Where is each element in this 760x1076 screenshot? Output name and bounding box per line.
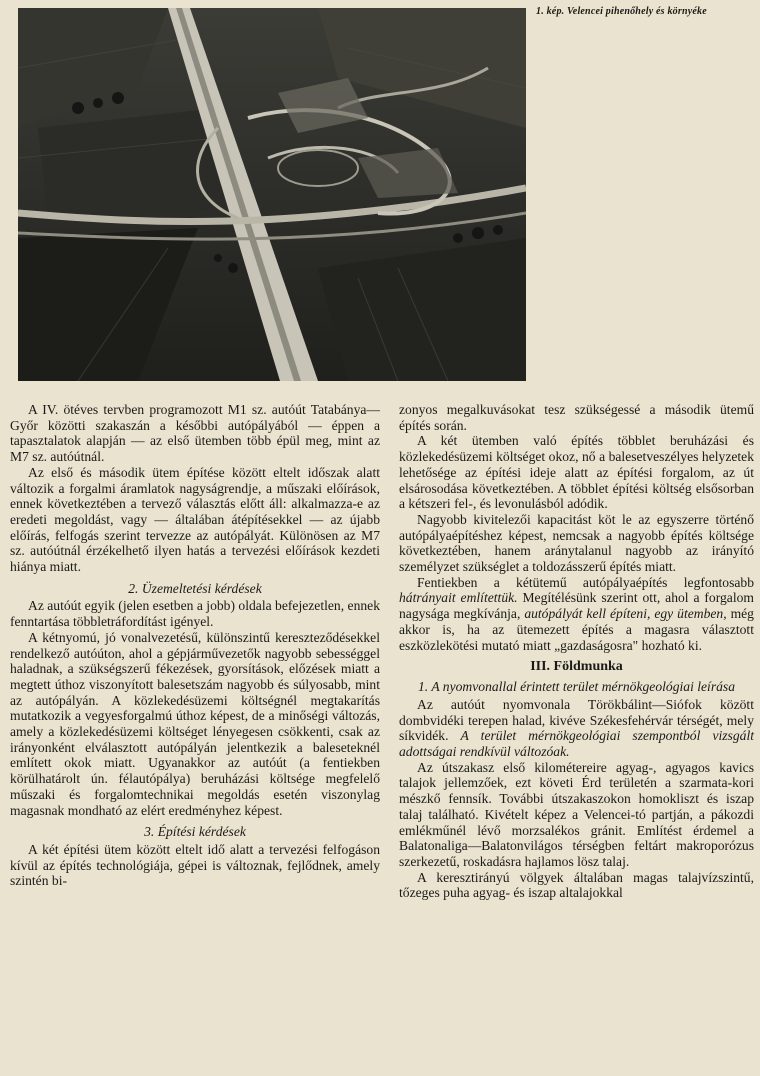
- paragraph: [399, 697, 754, 760]
- left-column: [10, 402, 380, 889]
- section-heading-epitesi: 3. Építési kérdések: [144, 824, 246, 840]
- paragraph: zonyos megalkuvásokat tesz szükségessé a második ütemű építés során.: [399, 402, 754, 433]
- paragraph: Az autóút egyik (jelen esetben a jobb) oldala befejezetlen, ennek fenntartása többletráfordítást igényel.: [10, 598, 380, 630]
- paragraph: A két ütemben való építés többlet beruházási és közlekedésüzemi költséget okoz, nő a balesetveszélyes helyzetek lehetősége az építési ideje alatt az építési forgalom, az út elsárosodása következtében. A többlet építési költség elsősorban a kétszeri fel-, és levonulásból adódik.: [399, 433, 754, 512]
- text-run: Fentiekben a kétütemű autópályaépítés legfontosabb: [417, 574, 754, 590]
- paragraph: Az első és második ütem építése között eltelt időszak alatt változik a forgalmi áramlatok nagyságrendje, a műszaki előírások, ennek következtében a tervező választás előtt áll: alkalmazza-e az eredeti megoldást, vagy — általában átépítésekkel — az újabb előírás, felfogás szerint tervezze az autópályát. Különösen az M7 sz. autóútnál érzékelhető ilyen hatás a tervezési előírások kezdeti hiánya miatt.: [10, 464, 380, 575]
- text-run: Az autóút nyomvonala Törökbálint—Siófok között dombvidéki terepen halad, kivéve Székesfehérvár térségét, mely síkvidék.: [399, 696, 754, 744]
- text-run: Megítélésünk szerint ott, ahol a forgalom nagysága megkívánja,: [399, 590, 754, 622]
- paragraph: [399, 575, 754, 654]
- italic-run: A terület mérnökgeológiai szempontból vizsgált adottságai rendkívül változóak.: [399, 728, 754, 760]
- right-column: [399, 402, 754, 901]
- paragraph: A két építési ütem között eltelt idő alatt a tervezési felfogáson kívül az építés technológiája, gépei is változnak, fejlődnek, amely szintén bi-: [10, 841, 380, 889]
- paragraph: Az útszakasz első kilométereire agyag-, agyagos kavics talajok jellemzőek, ezt követi Érd területén a szarmata-kori mészkő fennsík. További útszakaszokon homokliszt és iszap talaj található. Kivételt képez a Velencei-tó partján, a pákozdi emlékműnél lévő morzsalékos gránit. Említést érdemel a Balatonaliga—Balatonvilágos térségben feltárt makroporózus szerkezetű, roskadásra hajlamos lösz talaj.: [399, 759, 754, 869]
- paragraph: [10, 630, 380, 818]
- paragraph: Nagyobb kivitelezői kapacitást köt le az egyszerre történő autópályaépítéshez képest, nemcsak a nagyobb építés költsége következtében, hanem aránytalanul nagyobb az irányító személyzet szükséglet a toldozásszerű építés miatt.: [399, 511, 754, 575]
- figure-caption: 1. kép. Velencei pihenőhely és környéke: [536, 6, 707, 17]
- paragraph-lead: A kétnyomú, jó vonalvezetésű, különszintű: [28, 629, 270, 645]
- paragraph-rest: kereszteződésekkel rendelkező autóúton, ahol a gépjárművezetők nagyobb sebességgel haladnak, a szükségszerű fékezések, gyorsítások, előzések miatt a megtett úthoz viszonyított balesetszám nagyobb és súlyosabb, mint az autópályán. A közlekedésüzemi költségnél megtakarítás mutatkozik a vegyesforgalmú úthoz képest, de a minőségi változás, amely a közlekedésüzemi költséget lényegesen csökkenti, csak az irányonként elválasztott autópályán jelentkezik a baleseteknél említett okok miatt. Ugyanakkor az autóút (a fentiekben körülhatárolt ún. félautópálya) beruházási költsége megfelelő műszaki és forgalomtechnikai megoldás esetén viszonylag magasnak mondható az elért eredményhez képest.: [10, 629, 380, 818]
- chapter-heading-foldmunka: III. Földmunka: [530, 659, 623, 675]
- paragraph: A IV. ötéves tervben programozott M1 sz. autóút Tatabánya—Győr közötti szakaszán a későbbi autópályából — éppen a tapasztalatok alapján — az első ütemben több épül meg, mint az M7 sz. autóútnál.: [10, 402, 380, 465]
- section-heading-uzemeltetesi: 2. Üzemeltetési kérdések: [128, 580, 262, 596]
- section-heading-mernokgeologiai: 1. A nyomvonallal érintett terület mérnökgeológiai leírása: [417, 679, 736, 695]
- italic-run: hátrányait említettük.: [399, 590, 518, 606]
- text-run: még akkor is, ha az ütemezett építés a magasra választott eszközlekötési mutató miatt „gazdaságosra" hozható ki.: [399, 606, 754, 653]
- aerial-photo-drawing: [18, 8, 526, 381]
- paragraph: A keresztirányú völgyek általában magas talajvízszintű, tőzeges puha agyag- és iszap altalajokkal: [399, 869, 754, 901]
- italic-run: autópályát kell építeni, egy ütemben,: [524, 606, 727, 622]
- aerial-photo-motorway-interchange: [18, 8, 526, 381]
